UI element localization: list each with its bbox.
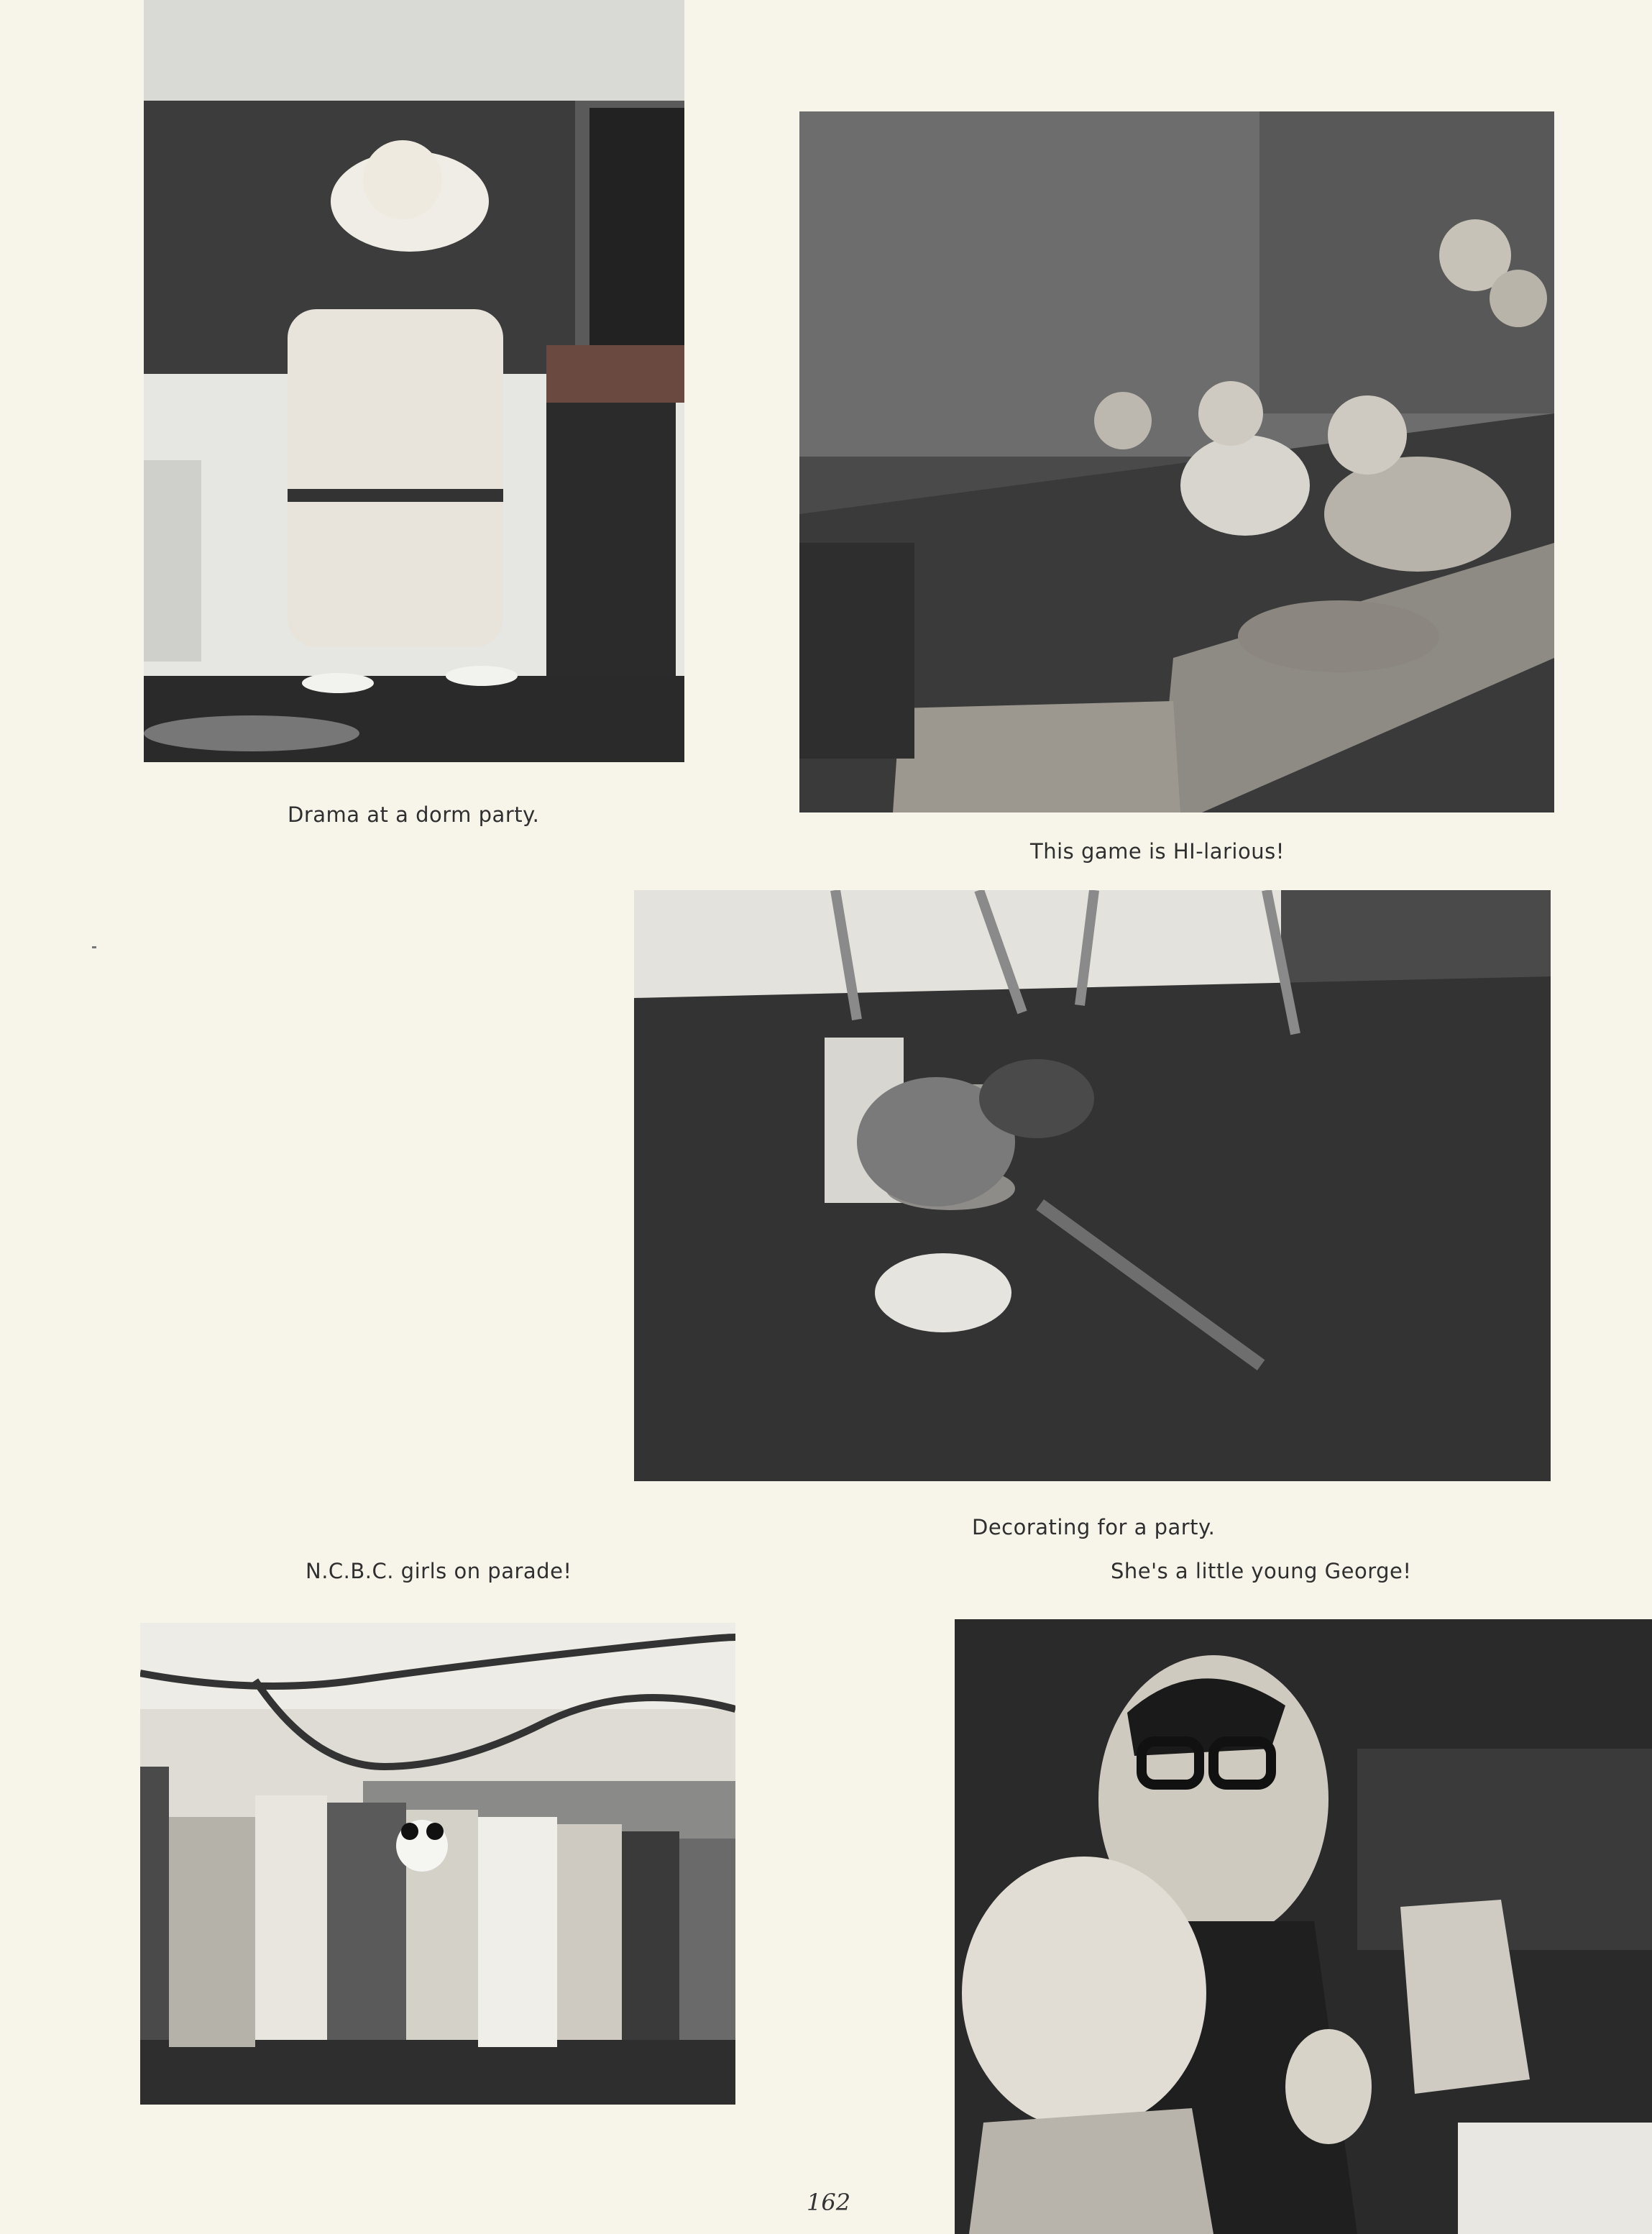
photo-girls-on-parade xyxy=(140,1623,735,2105)
caption-girls-on-parade: N.C.B.C. girls on parade! xyxy=(306,1559,572,1583)
photo-decorating-party xyxy=(634,890,1551,1481)
caption-drama-dorm-party: Drama at a dorm party. xyxy=(288,802,540,827)
page-speck xyxy=(92,946,96,948)
page-number: 162 xyxy=(807,2189,851,2216)
photo-game-hilarious xyxy=(799,111,1554,812)
caption-game-hilarious: This game is HI-larious! xyxy=(1030,839,1285,864)
caption-decorating-party: Decorating for a party. xyxy=(972,1515,1216,1539)
caption-little-young-george: She's a little young George! xyxy=(1111,1559,1412,1583)
photo-little-young-george xyxy=(955,1619,1652,2234)
photo-drama-dorm-party xyxy=(144,0,684,762)
